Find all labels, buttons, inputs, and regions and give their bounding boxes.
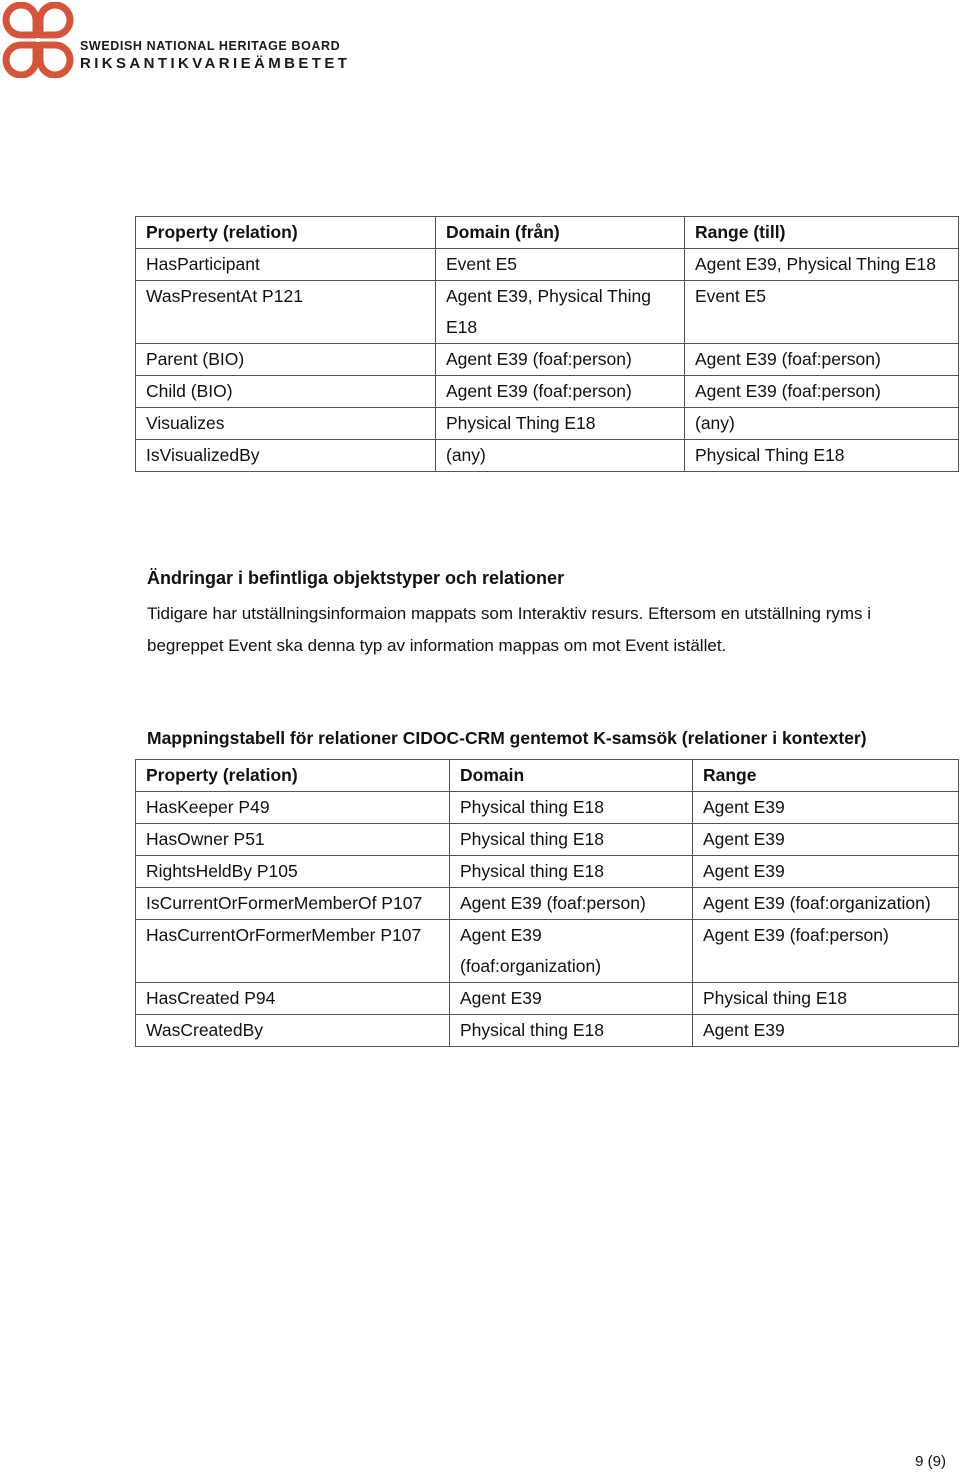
cell-range: Agent E39 (693, 856, 959, 888)
cell-property: IsVisualizedBy (136, 440, 436, 472)
table-row (136, 376, 959, 408)
cell-range: Agent E39 (693, 792, 959, 824)
table-row (136, 983, 959, 1015)
table-row (136, 344, 959, 376)
header-range: Range (693, 760, 959, 792)
table-row (136, 824, 959, 856)
mapping-table-title: Mappningstabell för relationer CIDOC-CRM gentemot K-samsök (relationer i kontexter) (147, 728, 867, 748)
cell-range: Agent E39 (foaf:person) (693, 920, 959, 983)
table-row (136, 792, 959, 824)
table-row (136, 888, 959, 920)
cell-range: Agent E39 (693, 1015, 959, 1047)
cell-range: (any) (685, 408, 959, 440)
cell-range: Agent E39, Physical Thing E18 (685, 249, 959, 281)
cell-domain: Agent E39, Physical Thing E18 (436, 281, 685, 344)
cell-range: Agent E39 (foaf:organization) (693, 888, 959, 920)
header-property: Property (relation) (136, 217, 436, 249)
cell-range: Agent E39 (foaf:person) (685, 344, 959, 376)
page-number: 9 (9) (915, 1453, 946, 1470)
cell-property: HasOwner P51 (136, 824, 450, 856)
cell-property: Parent (BIO) (136, 344, 436, 376)
cell-range: Physical thing E18 (693, 983, 959, 1015)
cell-range: Event E5 (685, 281, 959, 344)
cell-domain: Agent E39 (foaf:person) (436, 376, 685, 408)
cell-domain: Physical thing E18 (450, 1015, 693, 1047)
cell-property: RightsHeldBy P105 (136, 856, 450, 888)
header-range: Range (till) (685, 217, 959, 249)
section-heading: Ändringar i befintliga objektstyper och relationer (147, 568, 565, 588)
table-header-row (136, 760, 959, 792)
cell-property: HasCurrentOrFormerMember P107 (136, 920, 450, 983)
logo-line-2: RIKSANTIKVARIEÄMBETET (80, 55, 351, 72)
cell-domain: Physical thing E18 (450, 856, 693, 888)
table-row (136, 281, 959, 344)
header-domain: Domain (från) (436, 217, 685, 249)
cell-property: WasCreatedBy (136, 1015, 450, 1047)
logo-line-1: SWEDISH NATIONAL HERITAGE BOARD (80, 39, 341, 53)
cell-range: Agent E39 (foaf:person) (685, 376, 959, 408)
cell-domain: Agent E39 (foaf:person) (436, 344, 685, 376)
cell-domain: Event E5 (436, 249, 685, 281)
cell-range: Agent E39 (693, 824, 959, 856)
cell-domain: Physical Thing E18 (436, 408, 685, 440)
table-row (136, 440, 959, 472)
cell-range: Physical Thing E18 (685, 440, 959, 472)
cell-property: HasKeeper P49 (136, 792, 450, 824)
cell-domain: Physical thing E18 (450, 824, 693, 856)
relations-table (135, 216, 959, 472)
section-paragraph: Tidigare har utställningsinformaion mappats som Interaktiv resurs. Eftersom en utställning ryms i begreppet Event ska denna typ av information mappas om mot Event istället. (147, 604, 872, 655)
header-logo (0, 0, 351, 80)
cell-property: Child (BIO) (136, 376, 436, 408)
table-row (136, 856, 959, 888)
table-row (136, 920, 959, 983)
riksantikvarieambetet-logo-icon (0, 2, 76, 78)
cell-property: IsCurrentOrFormerMemberOf P107 (136, 888, 450, 920)
mapping-table (135, 759, 959, 1047)
cell-property: Visualizes (136, 408, 436, 440)
cell-property: WasPresentAt P121 (136, 281, 436, 344)
table-header-row (136, 217, 959, 249)
cell-property: HasCreated P94 (136, 983, 450, 1015)
cell-domain: (any) (436, 440, 685, 472)
cell-property: HasParticipant (136, 249, 436, 281)
table-row (136, 408, 959, 440)
cell-domain: Agent E39 (foaf:person) (450, 888, 693, 920)
table-row (136, 1015, 959, 1047)
cell-domain: Agent E39 (foaf:organization) (450, 920, 693, 983)
table-row (136, 249, 959, 281)
cell-domain: Agent E39 (450, 983, 693, 1015)
header-domain: Domain (450, 760, 693, 792)
cell-domain: Physical thing E18 (450, 792, 693, 824)
header-property: Property (relation) (136, 760, 450, 792)
